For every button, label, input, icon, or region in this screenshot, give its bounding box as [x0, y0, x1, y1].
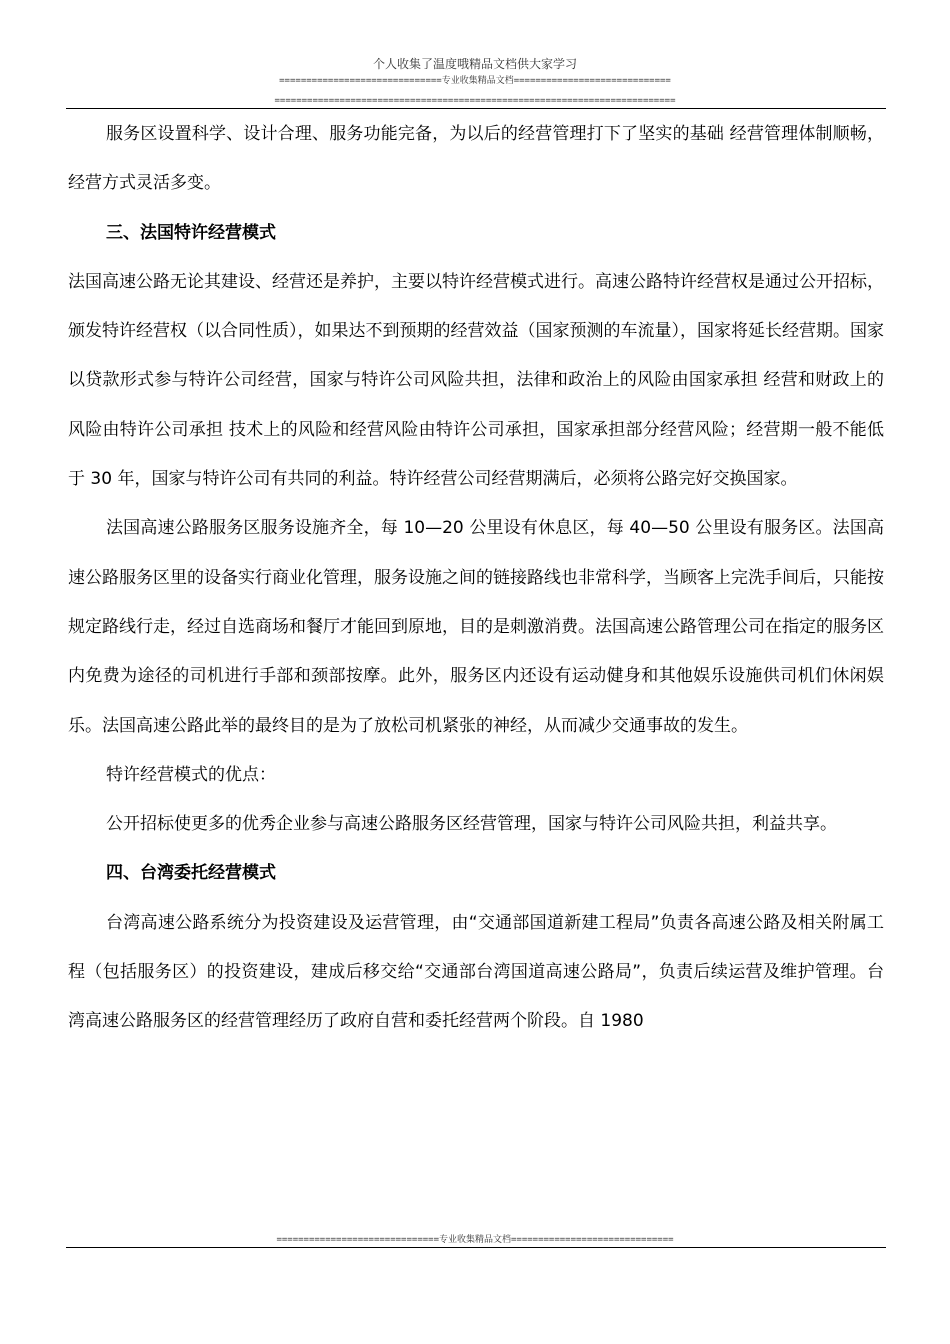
heading-france-franchise-model: 三、法国特许经营模式	[106, 222, 276, 243]
header-separator-bottom: ==========================================================================	[274, 96, 676, 106]
heading-taiwan-entrusted-model: 四、台湾委托经营模式	[106, 863, 276, 884]
paragraph-franchise-advantages-label: 特许经营模式的优点：	[106, 764, 276, 785]
document-body	[68, 110, 884, 1047]
paragraph-franchise-advantages: 公开招标使更多的优秀企业参与高速公路服务区经营管理，国家与特许公司风险共担，利益共享。	[106, 814, 837, 835]
header-title: 个人收集了温度哦精品文档供大家学习	[372, 57, 577, 71]
header-separator-top: ==============================专业收集精品文档=============================	[279, 76, 671, 86]
header-rule	[66, 108, 886, 109]
paragraph-service-area-design: 服务区设置科学、设计合理、服务功能完备，为以后的经营管理打下了坚实的基础 经营管理体制顺畅，经营方式灵活多变。	[68, 124, 884, 194]
paragraph-france-service-facilities: 法国高速公路服务区服务设施齐全，每 10—20 公里设有休息区，每 40—50 公里设有服务区。法国高速公路服务区里的设备实行商业化管理，服务设施之间的链接路线也非常科学，当顾客上完洗手间后，只能按规定路线行走，经过自选商场和餐厅才能回到原地，目的是刺激消费。法国高速公路管理公司在指定的服务区内免费为途径的司机进行手部和颈部按摩。此外，服务区内还设有运动健身和其他娱乐设施供司机们休闲娱乐。法国高速公路此举的最终目的是为了放松司机紧张的神经，从而减少交通事故的发生。	[68, 518, 884, 736]
footer-rule	[66, 1247, 886, 1248]
footer-separator: ==============================专业收集精品文档==============================	[276, 1235, 674, 1245]
paragraph-taiwan-overview: 台湾高速公路系统分为投资建设及运营管理，由“交通部国道新建工程局”负责各高速公路及相关附属工程（包括服务区）的投资建设，建成后移交给“交通部台湾国道高速公路局”，负责后续运营及维护管理。台湾高速公路服务区的经营管理经历了政府自营和委托经营两个阶段。自 1980	[68, 912, 884, 1032]
paragraph-france-franchise-overview: 法国高速公路无论其建设、经营还是养护，主要以特许经营模式进行。高速公路特许经营权是通过公开招标，颁发特许经营权（以合同性质），如果达不到预期的经营效益（国家预测的车流量），国家将延长经营期。国家以贷款形式参与特许公司经营，国家与特许公司风险共担，法律和政治上的风险由国家承担 经营和财政上的风险由特许公司承担 技术上的风险和经营风险由特许公司承担，国家承担部分经营风险；经营期一般不能低于 30 年，国家与特许公司有共同的利益。特许经营公司经营期满后，必须将公路完好交换国家。	[68, 271, 884, 490]
